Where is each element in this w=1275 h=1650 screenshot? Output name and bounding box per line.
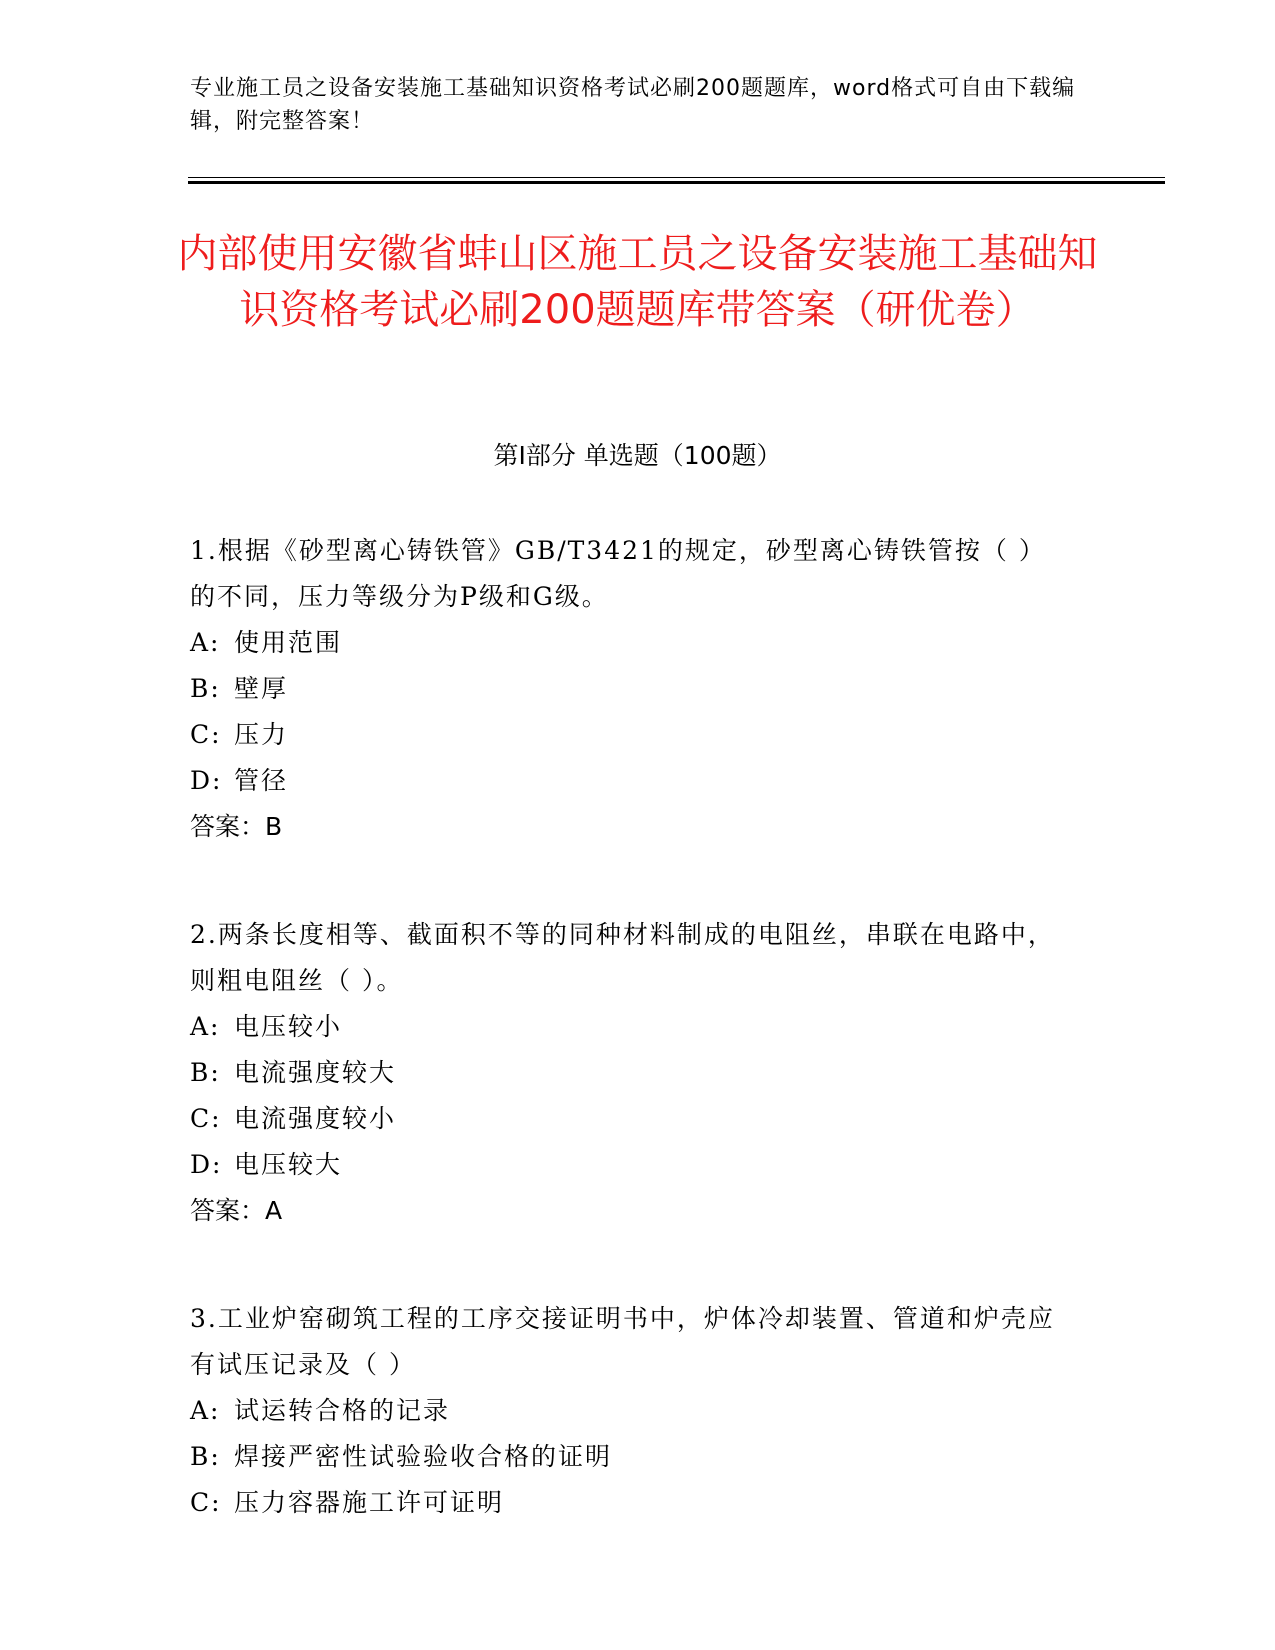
option-d	[190, 1142, 1070, 1188]
option-key: B:	[190, 1442, 221, 1471]
document-title: 内部使用安徽省蚌山区施工员之设备安装施工基础知识资格考试必刷200题题库带答案（研优卷）	[177, 231, 1098, 333]
option-c	[190, 1480, 1070, 1526]
option-a	[190, 1388, 1070, 1434]
option-text: 电压较大	[234, 1150, 343, 1179]
question-list	[190, 528, 1070, 1588]
option-text: 电压较小	[234, 1012, 343, 1041]
option-key: D:	[190, 766, 223, 795]
option-key: D:	[190, 1150, 223, 1179]
option-text: 使用范围	[234, 628, 343, 657]
header-note: 专业施工员之设备安装施工基础知识资格考试必刷200题题库，word格式可自由下载编辑，附完整答案！	[190, 76, 1076, 134]
option-d	[190, 758, 1070, 804]
option-key: A:	[190, 628, 221, 657]
option-b	[190, 1050, 1070, 1096]
option-text: 压力容器施工许可证明	[234, 1488, 505, 1517]
header-divider-thin	[188, 177, 1165, 178]
option-key: C:	[190, 1104, 222, 1133]
option-text: 压力	[234, 720, 289, 749]
option-text: 焊接严密性试验验收合格的证明	[234, 1442, 613, 1471]
option-a	[190, 620, 1070, 666]
option-key: C:	[190, 720, 222, 749]
option-key: B:	[190, 674, 221, 703]
option-key: B:	[190, 1058, 221, 1087]
option-text: 管径	[234, 766, 289, 795]
answer-line: 答案：A	[190, 1196, 283, 1225]
option-key: A:	[190, 1396, 221, 1425]
section-heading: 第Ⅰ部分 单选题（100题）	[493, 441, 782, 470]
option-c	[190, 712, 1070, 758]
option-b	[190, 1434, 1070, 1480]
option-a	[190, 1004, 1070, 1050]
option-key: C:	[190, 1488, 222, 1517]
option-key: A:	[190, 1012, 221, 1041]
question-stem: 2.两条长度相等、截面积不等的同种材料制成的电阻丝，串联在电路中，则粗电阻丝（ ）。	[190, 920, 1055, 995]
option-c	[190, 1096, 1070, 1142]
option-text: 电流强度较小	[234, 1104, 397, 1133]
question-stem: 3.工业炉窑砌筑工程的工序交接证明书中，炉体冷却装置、管道和炉壳应有试压记录及（ ）	[190, 1304, 1055, 1379]
option-text: 电流强度较大	[234, 1058, 397, 1087]
header-divider-thick	[188, 181, 1165, 184]
option-b	[190, 666, 1070, 712]
option-text: 壁厚	[234, 674, 289, 703]
question-3	[190, 1296, 1070, 1526]
answer-line: 答案：B	[190, 812, 283, 841]
question-2	[190, 912, 1070, 1234]
question-1	[190, 528, 1070, 850]
question-stem: 1.根据《砂型离心铸铁管》GB/T3421的规定，砂型离心铸铁管按（ ）的不同，压力等级分为P级和G级。	[190, 536, 1046, 611]
option-text: 试运转合格的记录	[234, 1396, 451, 1425]
